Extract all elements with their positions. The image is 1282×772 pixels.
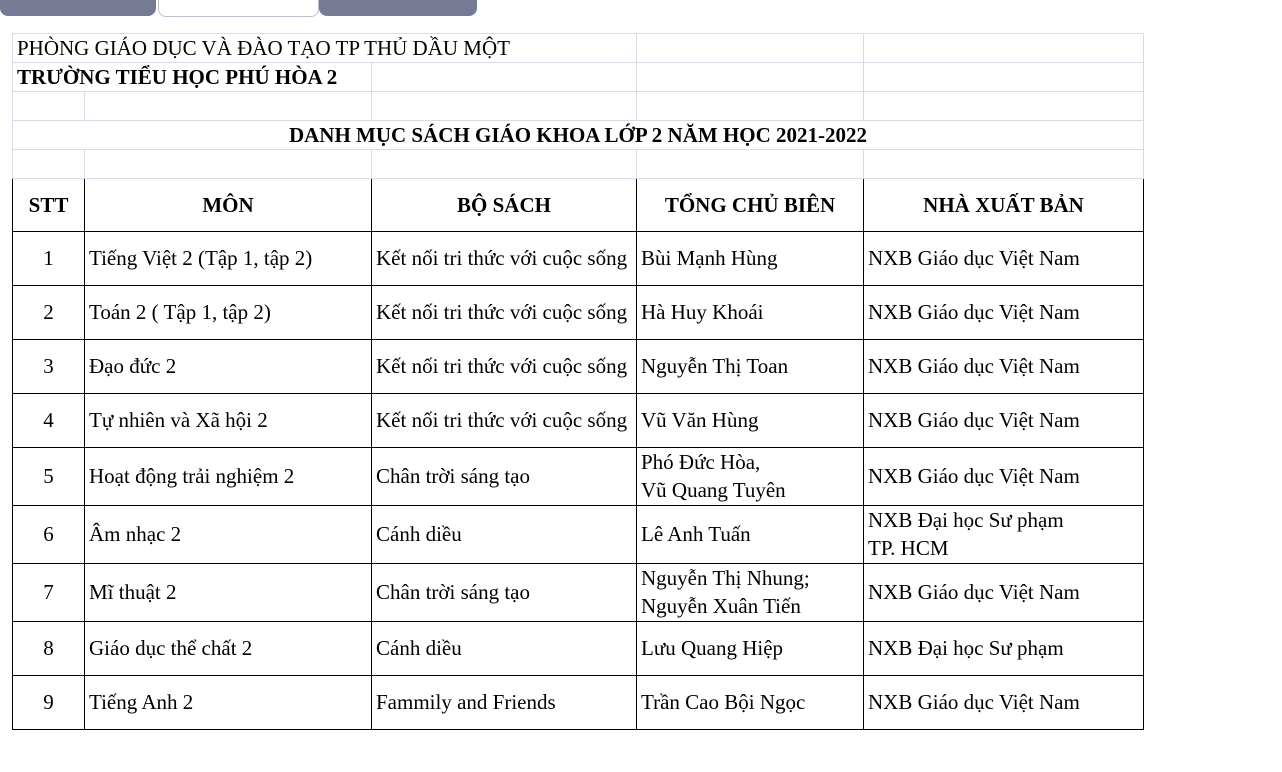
cell-tong-chu-bien-line: Nguyễn Thị Toan [641, 353, 789, 378]
cell-tong-chu-bien-line: Hà Huy Khoái [641, 299, 764, 324]
sheet-tab-active[interactable] [158, 0, 319, 17]
cell-nha-xuat-ban[interactable] [864, 564, 1144, 622]
cell-nha-xuat-ban[interactable] [864, 286, 1144, 340]
cell-tong-chu-bien-line: Vũ Quang Tuyên [641, 477, 786, 502]
empty-cell [637, 34, 864, 63]
cell-stt[interactable]: 1 [13, 232, 85, 286]
cell-bo-sach[interactable]: Cánh diều [372, 622, 637, 676]
cell-tong-chu-bien[interactable] [637, 506, 864, 564]
cell-bo-sach[interactable]: Kết nối tri thức với cuộc sống [372, 232, 637, 286]
col-header-mon: MÔN [85, 179, 372, 232]
empty-cell [372, 63, 637, 92]
header-row-1 [13, 34, 1144, 63]
cell-nha-xuat-ban[interactable] [864, 340, 1144, 394]
cell-bo-sach[interactable]: Kết nối tri thức với cuộc sống [372, 286, 637, 340]
cell-mon[interactable]: Đạo đức 2 [85, 340, 372, 394]
cell-tong-chu-bien-line: Lê Anh Tuấn [641, 521, 751, 546]
cell-tong-chu-bien[interactable] [637, 622, 864, 676]
school-name: TRƯỜNG TIỂU HỌC PHÚ HÒA 2 [13, 63, 372, 92]
empty-cell [864, 63, 1144, 92]
sheet-tab[interactable] [0, 0, 156, 16]
col-header-nha-xuat-ban: NHÀ XUẤT BẢN [864, 179, 1144, 232]
cell-tong-chu-bien[interactable] [637, 676, 864, 730]
cell-tong-chu-bien-line: Bùi Mạnh Hùng [641, 245, 778, 270]
cell-mon[interactable]: Tiếng Anh 2 [85, 676, 372, 730]
empty-row [13, 150, 1144, 179]
cell-nha-xuat-ban-line: NXB Giáo dục Việt Nam [868, 689, 1080, 714]
cell-bo-sach[interactable]: Kết nối tri thức với cuộc sống [372, 340, 637, 394]
cell-nha-xuat-ban[interactable] [864, 506, 1144, 564]
table-row [13, 676, 1144, 730]
cell-stt[interactable]: 4 [13, 394, 85, 448]
title-row [13, 121, 1144, 150]
cell-nha-xuat-ban-line: NXB Đại học Sư phạm [868, 508, 1064, 533]
cell-nha-xuat-ban-line: NXB Giáo dục Việt Nam [868, 407, 1080, 432]
cell-nha-xuat-ban[interactable] [864, 232, 1144, 286]
cell-mon[interactable]: Giáo dục thể chất 2 [85, 622, 372, 676]
cell-stt[interactable]: 7 [13, 564, 85, 622]
cell-nha-xuat-ban-line: NXB Giáo dục Việt Nam [868, 299, 1080, 324]
cell-bo-sach[interactable]: Kết nối tri thức với cuộc sống [372, 394, 637, 448]
cell-tong-chu-bien[interactable] [637, 394, 864, 448]
table-row [13, 286, 1144, 340]
cell-mon[interactable]: Mĩ thuật 2 [85, 564, 372, 622]
col-header-bo-sach: BỘ SÁCH [372, 179, 637, 232]
department-name: PHÒNG GIÁO DỤC VÀ ĐÀO TẠO TP THỦ DẦU MỘT [13, 34, 637, 63]
cell-tong-chu-bien-line: Nguyễn Xuân Tiến [641, 593, 801, 618]
cell-tong-chu-bien-line: Phó Đức Hòa, [641, 450, 761, 475]
empty-cell [864, 34, 1144, 63]
cell-nha-xuat-ban[interactable] [864, 676, 1144, 730]
cell-bo-sach[interactable]: Chân trời sáng tạo [372, 564, 637, 622]
cell-tong-chu-bien[interactable] [637, 448, 864, 506]
cell-mon[interactable]: Tiếng Việt 2 (Tập 1, tập 2) [85, 232, 372, 286]
document-title: DANH MỤC SÁCH GIÁO KHOA LỚP 2 NĂM HỌC 2021-2022 [13, 121, 1144, 150]
cell-nha-xuat-ban[interactable] [864, 394, 1144, 448]
cell-nha-xuat-ban-line: NXB Đại học Sư phạm [868, 635, 1064, 660]
textbook-table [12, 33, 1144, 730]
cell-mon[interactable]: Hoạt động trải nghiệm 2 [85, 448, 372, 506]
cell-tong-chu-bien[interactable] [637, 286, 864, 340]
table-body [13, 232, 1144, 730]
cell-tong-chu-bien[interactable] [637, 564, 864, 622]
col-header-stt: STT [13, 179, 85, 232]
cell-stt[interactable]: 8 [13, 622, 85, 676]
cell-stt[interactable]: 2 [13, 286, 85, 340]
cell-tong-chu-bien[interactable] [637, 232, 864, 286]
table-row [13, 448, 1144, 506]
cell-stt[interactable]: 6 [13, 506, 85, 564]
table-row [13, 506, 1144, 564]
cell-tong-chu-bien-line: Lưu Quang Hiệp [641, 635, 784, 660]
cell-mon[interactable]: Tự nhiên và Xã hội 2 [85, 394, 372, 448]
empty-cell [637, 63, 864, 92]
empty-row [13, 92, 1144, 121]
sheet-tab[interactable] [319, 0, 477, 16]
cell-bo-sach[interactable]: Cánh diều [372, 506, 637, 564]
cell-bo-sach[interactable]: Chân trời sáng tạo [372, 448, 637, 506]
cell-nha-xuat-ban-line: NXB Giáo dục Việt Nam [868, 463, 1080, 488]
cell-stt[interactable]: 9 [13, 676, 85, 730]
table-row [13, 564, 1144, 622]
cell-nha-xuat-ban-line: TP. HCM [868, 535, 949, 560]
column-header-row [13, 179, 1144, 232]
cell-nha-xuat-ban[interactable] [864, 448, 1144, 506]
cell-stt[interactable]: 5 [13, 448, 85, 506]
spreadsheet [12, 33, 1144, 730]
cell-tong-chu-bien-line: Vũ Văn Hùng [641, 407, 759, 432]
cell-bo-sach[interactable]: Fammily and Friends [372, 676, 637, 730]
table-row [13, 340, 1144, 394]
cell-tong-chu-bien-line: Nguyễn Thị Nhung; [641, 566, 810, 591]
cell-tong-chu-bien-line: Trần Cao Bội Ngọc [641, 689, 806, 714]
cell-mon[interactable]: Toán 2 ( Tập 1, tập 2) [85, 286, 372, 340]
header-row-2 [13, 63, 1144, 92]
col-header-tong-chu-bien: TỔNG CHỦ BIÊN [637, 179, 864, 232]
cell-nha-xuat-ban-line: NXB Giáo dục Việt Nam [868, 245, 1080, 270]
cell-nha-xuat-ban-line: NXB Giáo dục Việt Nam [868, 353, 1080, 378]
cell-tong-chu-bien[interactable] [637, 340, 864, 394]
table-row [13, 232, 1144, 286]
cell-nha-xuat-ban[interactable] [864, 622, 1144, 676]
cell-mon[interactable]: Âm nhạc 2 [85, 506, 372, 564]
cell-nha-xuat-ban-line: NXB Giáo dục Việt Nam [868, 579, 1080, 604]
table-row [13, 622, 1144, 676]
cell-stt[interactable]: 3 [13, 340, 85, 394]
table-row [13, 394, 1144, 448]
